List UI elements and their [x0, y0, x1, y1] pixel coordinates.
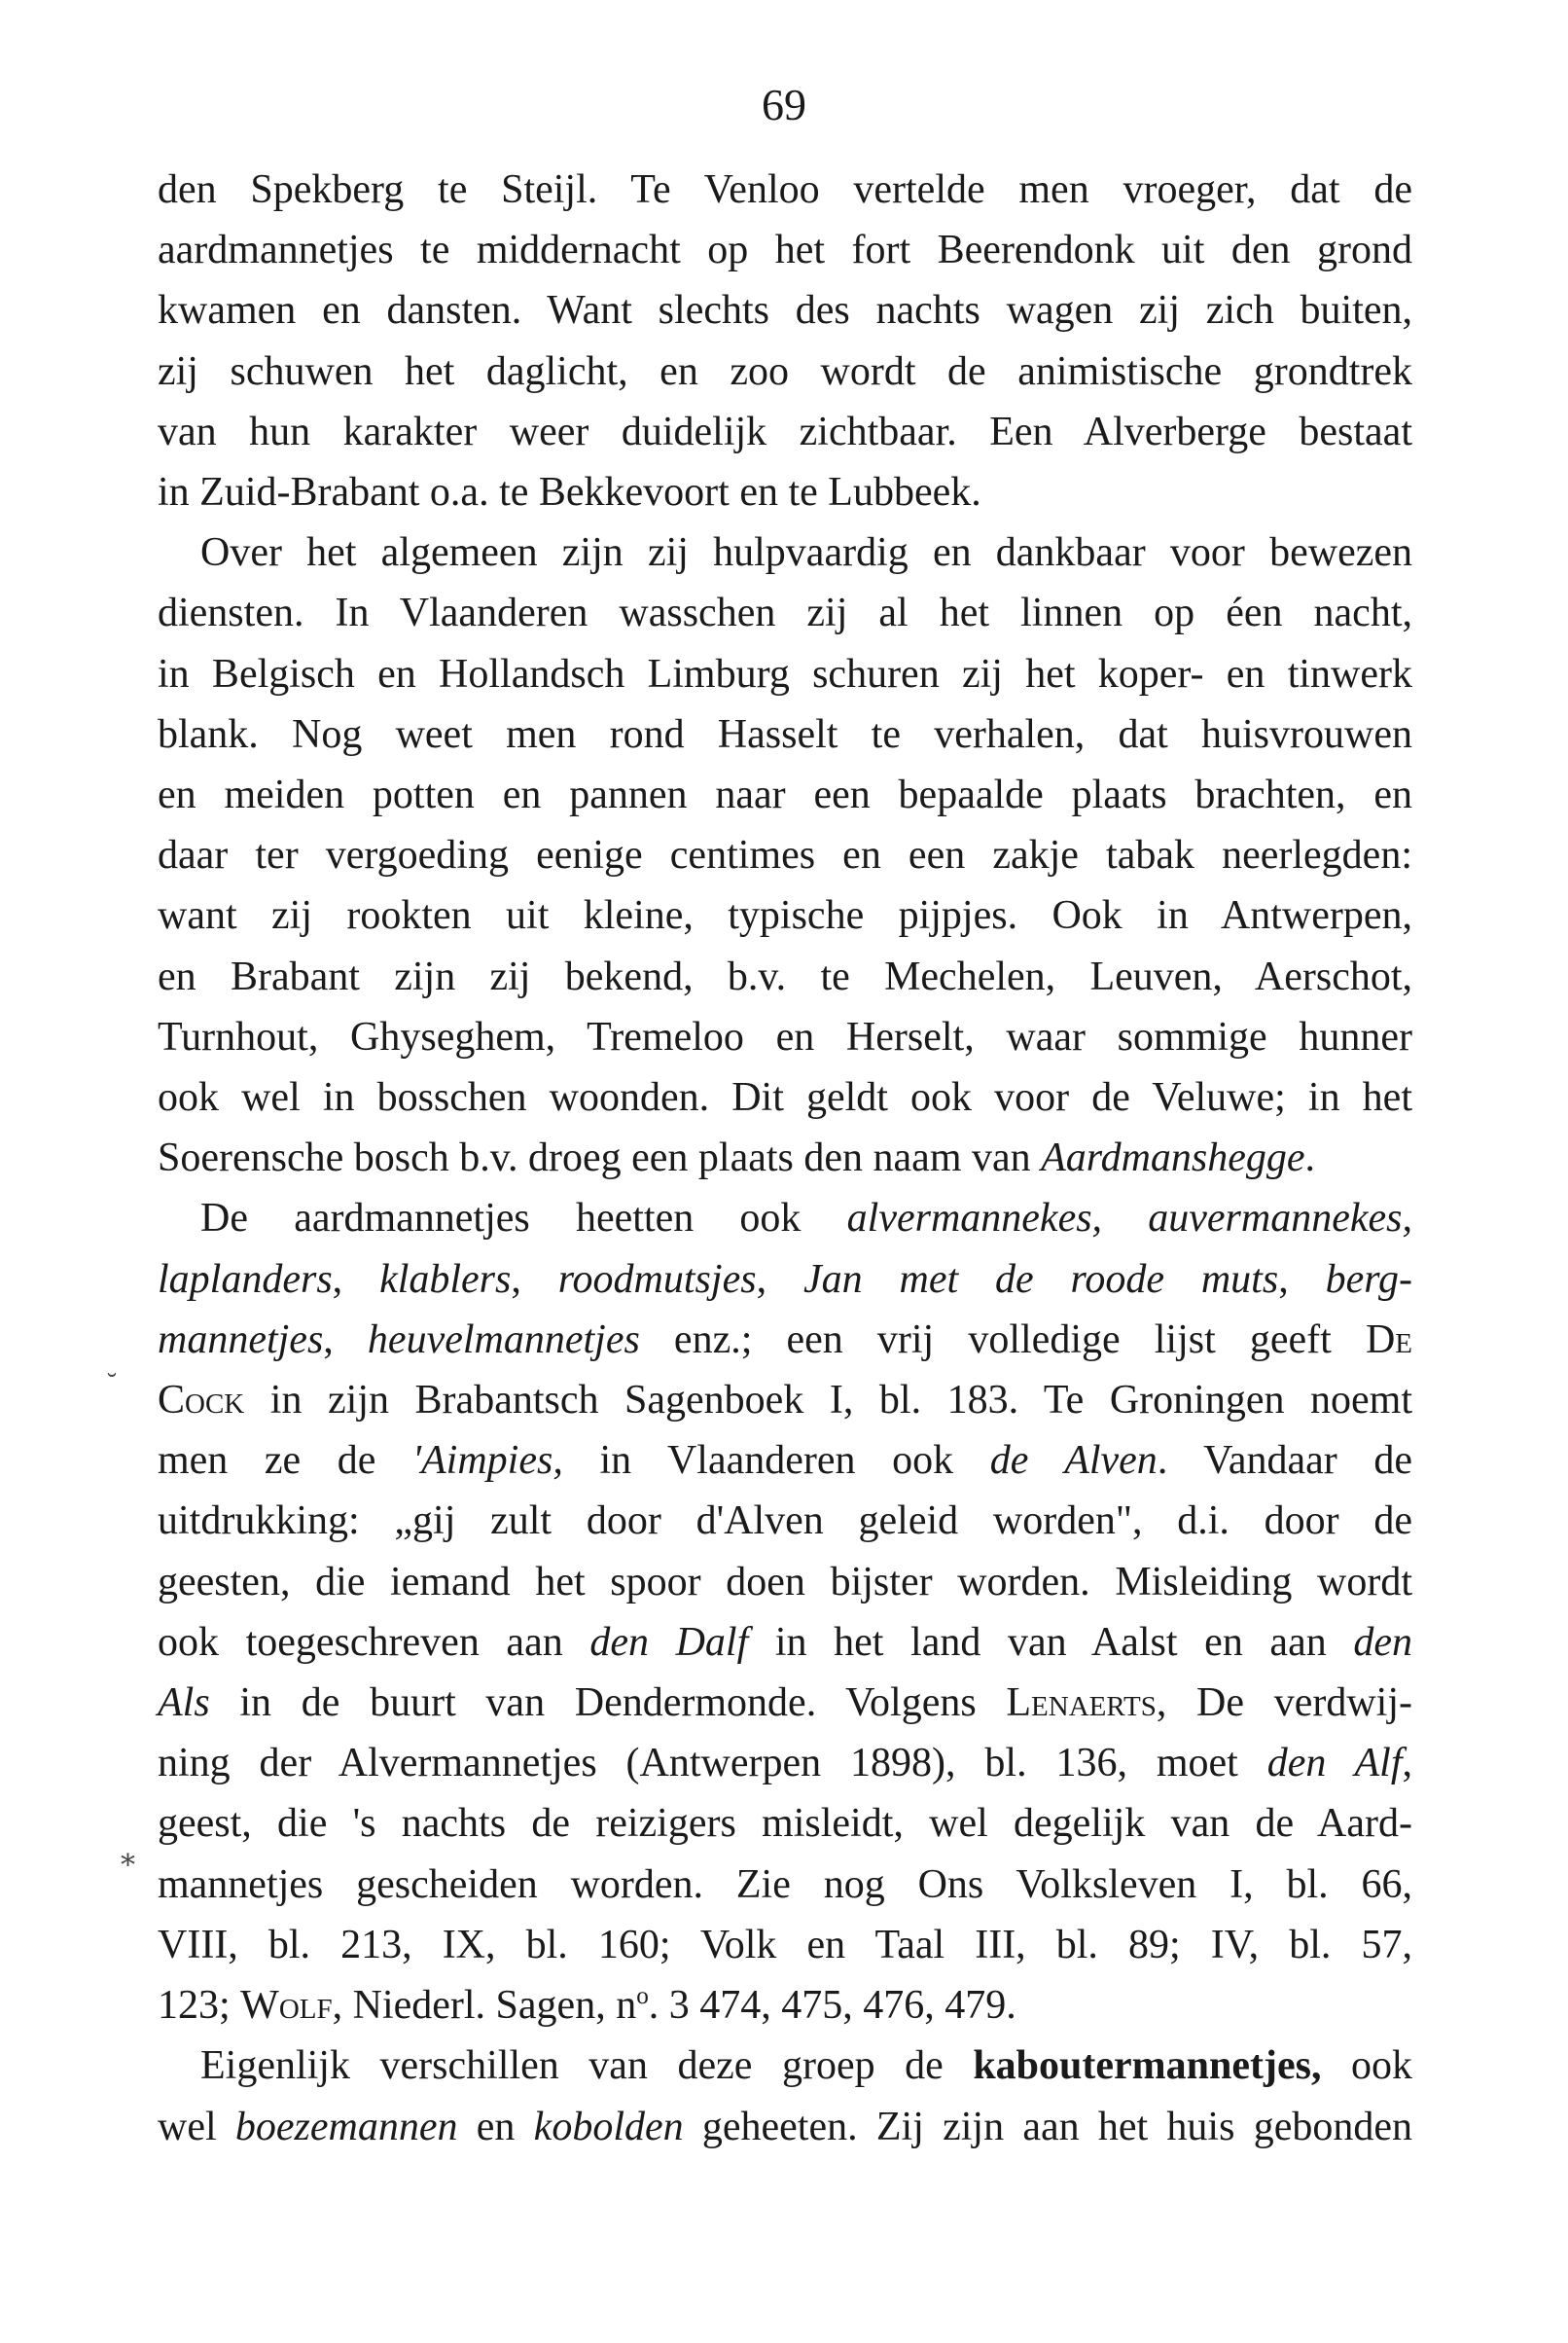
text-run: ,: [756, 1256, 803, 1302]
text-line: daar ter vergoeding eenige centimes en een zakje tabak neerlegden:: [158, 833, 1412, 879]
text-run: .: [1304, 1135, 1316, 1181]
text-line: Over het algemeen zijn zij hulpvaardig en dankbaar voor bewezen: [200, 530, 1412, 576]
text-line: [158, 1188, 1412, 1248]
paragraph-4: [158, 2036, 1412, 2156]
text-line: uitdrukking: „gij zult door d'Alven geleid worden", d.i. door de: [158, 1498, 1412, 1544]
text-run: ,: [323, 1316, 368, 1362]
italic-term: boezemannen: [234, 2104, 458, 2149]
text-line: ook wel in bosschen woonden. Dit geldt ook voor de Veluwe; in het: [158, 1075, 1412, 1121]
text-line: blank. Nog weet men rond Hasselt te verhalen, dat huisvrouwen: [158, 711, 1412, 757]
italic-term: den Dalf: [589, 1619, 749, 1665]
text-line: zij schuwen het daglicht, en zoo wordt de animistische grondtrek: [158, 348, 1412, 394]
text-line: en Brabant zijn zij bekend, b.v. te Mechelen, Leuven, Aerschot,: [158, 954, 1412, 999]
italic-term: alvermannekes, auvermannekes,: [846, 1196, 1412, 1242]
italic-term: 'Aimpies,: [412, 1438, 563, 1484]
paragraph-3: [158, 1188, 1412, 2036]
text-run: in zijn Brabantsch Sagenboek I, bl. 183. Te Groningen noemt: [244, 1378, 1412, 1424]
italic-term: kobolden: [533, 2104, 684, 2149]
italic-term: heuvelmannetjes: [367, 1316, 640, 1362]
text-run: in de buurt van Dendermonde. Volgens: [209, 1680, 1007, 1726]
paragraph-2: [158, 523, 1412, 1188]
text-line: kwamen en dansten. Want slechts des nachts wagen zij zich buiten,: [158, 288, 1412, 334]
text-run: . Vandaar de: [1157, 1438, 1412, 1484]
text-line: geesten, die iemand het spoor doen bijster worden. Misleiding wordt: [158, 1559, 1412, 1604]
text-line: Turnhout, Ghyseghem, Tremeloo en Herselt, waar sommige hunner: [158, 1014, 1412, 1060]
author-name: Cock: [158, 1378, 245, 1424]
author-name: De: [1365, 1316, 1413, 1362]
text-run: ,: [1402, 1741, 1412, 1786]
text-line: [158, 1310, 1412, 1370]
text-line: [158, 1128, 1412, 1188]
text-line: en meiden potten en pannen naar een bepaalde plaats brachten, en: [158, 773, 1412, 818]
text-line: want zij rookten uit kleine, typische pijpjes. Ook in Antwerpen,: [158, 893, 1412, 939]
paragraph-1: [158, 160, 1412, 523]
text-run: men ze de: [158, 1438, 413, 1484]
text-line: den Spekberg te Steijl. Te Venloo vertelde men vroeger, dat de: [158, 167, 1412, 212]
text-run: ,: [511, 1256, 558, 1302]
text-line: mannetjes gescheiden worden. Zie nog Ons Volksleven I, bl. 66,: [158, 1861, 1412, 1907]
text-line: in Belgisch en Hollandsch Limburg schuren zij het koper- en tinwerk: [158, 651, 1412, 697]
text-line: [158, 1673, 1412, 1733]
author-name: Lenaerts: [1006, 1680, 1157, 1726]
italic-term: klablers: [379, 1256, 512, 1302]
text-run: en: [457, 2104, 534, 2149]
text-line: geest, die 's nachts de reizigers misleidt, wel degelijk van de Aard-: [158, 1801, 1412, 1847]
text-line: VIII, bl. 213, IX, bl. 160; Volk en Taal III, bl. 89; IV, bl. 57,: [158, 1922, 1412, 1967]
text-line: van hun karakter weer duidelijk zichtbaar. Een Alverberge bestaat: [158, 409, 1412, 454]
italic-term: roodmutsjes: [557, 1256, 757, 1302]
text-run: in het land van Aalst en aan: [748, 1619, 1354, 1665]
text-line: [158, 1733, 1412, 1793]
italic-term: Jan met de roode muts: [802, 1256, 1279, 1302]
text-line: [158, 1975, 1412, 2036]
italic-term: den Alf: [1266, 1741, 1403, 1786]
superscript: o: [636, 1982, 649, 2009]
text-run: ook: [1321, 2043, 1413, 2089]
text-line: [158, 2097, 1412, 2157]
margin-mark: ˘: [107, 1367, 117, 1399]
italic-term: de Alven: [989, 1438, 1158, 1484]
text-run: geheeten. Zij zijn aan het huis gebonden: [683, 2104, 1412, 2149]
italic-term: Aardmanshegge: [1041, 1135, 1305, 1181]
text-run: in Vlaanderen ook: [562, 1438, 990, 1484]
text-run: De aardmannetjes heetten ook: [200, 1196, 847, 1242]
italic-term: mannetjes: [158, 1316, 324, 1362]
text-run: enz.; een vrij volledige lijst geeft: [639, 1316, 1366, 1362]
italic-term: laplanders: [158, 1256, 333, 1302]
author-name: Wolf: [240, 1983, 333, 2029]
body-text: [158, 160, 1412, 2157]
text-run: , Niederl. Sagen, n: [332, 1983, 637, 2029]
bold-term: kaboutermannetjes,: [973, 2043, 1322, 2089]
text-run: Soerensche bosch b.v. droeg een plaats den naam van: [158, 1135, 1042, 1181]
page-number: 69: [762, 80, 806, 129]
text-run: 123;: [158, 1983, 241, 2029]
text-run: ,: [1278, 1256, 1326, 1302]
text-line: [158, 1370, 1412, 1430]
italic-term: den: [1353, 1619, 1412, 1665]
text-run: . 3 474, 475, 476, 479.: [648, 1983, 1016, 2029]
text-line: in Zuid-Brabant o.a. te Bekkevoort en te Lubbeek.: [158, 470, 981, 516]
text-run: ,: [332, 1256, 380, 1302]
text-run: Eigenlijk verschillen van deze groep de: [200, 2043, 974, 2089]
text-run: ook toegeschreven aan: [158, 1619, 590, 1665]
text-line: [158, 1612, 1412, 1673]
text-line: [158, 1430, 1412, 1491]
text-run: , De verdwij-: [1156, 1680, 1412, 1726]
margin-mark: ⁎: [121, 1840, 135, 1872]
text-run: ning der Alvermannetjes (Antwerpen 1898), bl. 136, moet: [158, 1741, 1267, 1786]
text-line: diensten. In Vlaanderen wasschen zij al het linnen op éen nacht,: [158, 591, 1412, 636]
text-line: [158, 2036, 1412, 2096]
italic-term: berg-: [1325, 1256, 1413, 1302]
text-line: aardmannetjes te middernacht op het fort Beerendonk uit den grond: [158, 228, 1412, 273]
italic-term: Als: [158, 1680, 210, 1726]
text-line: [158, 1249, 1412, 1310]
text-run: wel: [158, 2104, 235, 2149]
